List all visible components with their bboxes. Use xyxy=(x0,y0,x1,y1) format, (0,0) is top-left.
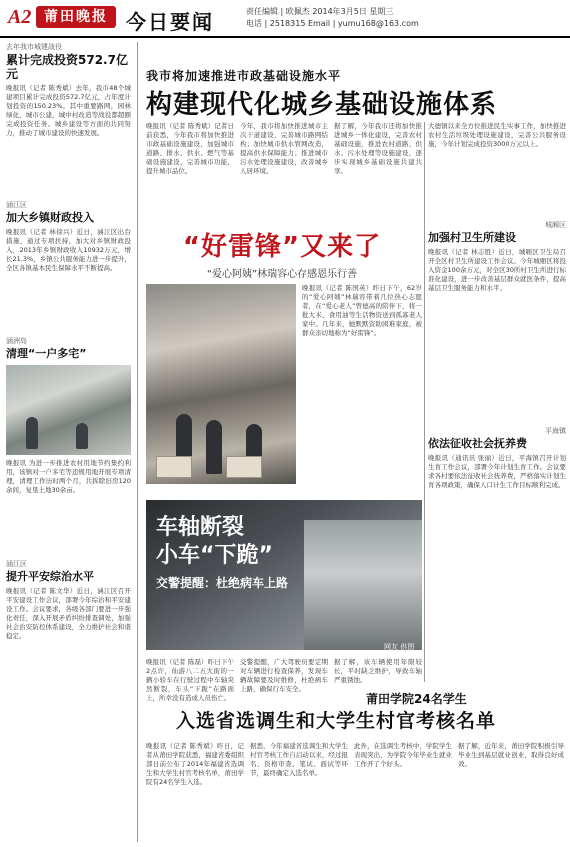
section-title: 今日要闻 xyxy=(126,10,214,34)
main-story-column: 今年，我市将加快推进城市主次干道建设，完善城市路网结构；加快城市供水管网改造，提高供水保障能力；推进城市污水处理设施建设，改善城乡人居环境。 xyxy=(240,122,328,175)
article-kicker: 城厢区 xyxy=(545,221,566,229)
volunteer-photo xyxy=(146,284,296,484)
masthead-info xyxy=(246,6,566,30)
accident-story-column: 交警提醒，广大驾驶员要定期对车辆进行检查保养，发现车辆故障要及时维修，杜绝病车上路，确保行车安全。 xyxy=(240,658,328,693)
bottom-story-column: 晚报讯（记者 陈秀斌）昨日，记者从莆田学院获悉，福建省委组织部日前公布了2014年福建省选调生和大学生村官考核名单，莆田学院有24名学生入选。 xyxy=(146,742,244,786)
feature-story-body: 晚报讯（记者 陈国英）昨日下午，62岁的“爱心阿姨”林瑞容带着几位热心志愿者，在“爱心老人”曾德高的陪伴下，将一批大米、食用油等生活物资送到孤寡老人家中。几年来，她默默资助困难家庭，被群众亲切地称为“好雷锋”。 xyxy=(302,284,422,337)
broken-car-photo xyxy=(304,520,422,650)
page-number: A2 xyxy=(8,6,32,28)
article-kicker: 涵江区 xyxy=(6,201,27,209)
article-headline: 清理“一户多宅” xyxy=(6,347,87,360)
article-body: 晚报讯（记者 林徐兴）近日，涵江区出台措施，通过专项扶持，加大对乡镇财政投入，2013年乡镇财政收入10932万元，增长21.3%，乡镇公共服务能力进一步提升，全区各镇基本民生保障水平不断提高。 xyxy=(6,228,131,272)
bottom-story-column: 据悉，今年福建省选调生和大学生村官考核工作自启动以来，经过报名、资格审查、笔试、面试等环节，最终确定入选名单。 xyxy=(250,742,348,777)
bottom-story-kicker: 莆田学院24名学生 xyxy=(366,692,467,706)
left-column xyxy=(6,42,138,842)
article-body: 晚报讯（记者 陈文华）近日，涵江区召开平安建设工作会议，部署今年综治和平安建设工作。会议要求，各级各部门要进一步强化责任，深入开展矛盾纠纷排查调处，加强社会治安防控体系建设，全力维护社会和谐稳定。 xyxy=(6,587,131,640)
accident-headline-line1: 车轴断裂 xyxy=(156,515,245,540)
masthead xyxy=(0,0,570,38)
editor-date-line: 责任编辑 | 欧佩杰 2014年3月5日 星期三 xyxy=(246,7,394,16)
column-divider xyxy=(424,122,425,682)
bottom-story-column: 据了解，近年来，莆田学院积极引导毕业生到基层就业创业，取得良好成效。 xyxy=(458,742,564,768)
article-construction-investment xyxy=(6,42,131,192)
village-photo xyxy=(6,365,131,455)
accident-headline xyxy=(156,514,316,570)
main-story-kicker: 我市将加速推进市政基础设施水平 xyxy=(146,69,342,83)
main-story-column: 据了解，今年我市还将加快推进城乡一体化建设，完善农村基础设施，推进农村道路、供水、污水处理等设施建设，逐步实现城乡基础设施共建共享。 xyxy=(334,122,422,175)
main-story-column: 晚报讯（记者 陈秀斌）记者日前获悉，今年我市将加快推进市政基础设施建设，加强城市道路、排水、供水、燃气等基础设施建设，完善城市功能，提升城市品位。 xyxy=(146,122,234,175)
article-body: 晚报讯（记者 林志胜）近日，城厢区卫生局召开全区村卫生所建设工作会议。今年城厢区将投入资金100余万元，对全区30所村卫生所进行标准化建设，进一步改善基层群众就医条件，提高基层卫生服务能力和水平。 xyxy=(428,248,566,292)
accident-story-column: 晚报讯（记者 陈磊）昨日下午2点许，仙游八二五大街的一辆小轿车在行驶过程中车轴突然断裂，车头“下跪”在路面上，所幸没有造成人员伤亡。 xyxy=(146,658,234,702)
bottom-story-column: 此外，在选调生考核中，学院学生表现突出，为学院今年毕业生就业工作开了个好头。 xyxy=(354,742,452,768)
bottom-story-headline: 入选省选调生和大学生村官考核名单 xyxy=(176,710,497,732)
photo-credit: 网友 供图 xyxy=(384,643,415,651)
feature-headline: “好雷锋”又来了 xyxy=(182,232,382,262)
main-story-headline: 构建现代化城乡基础设施体系 xyxy=(146,90,498,120)
article-township-finance xyxy=(6,200,131,328)
article-one-household-houses xyxy=(6,336,131,551)
article-headline: 加大乡镇财政投入 xyxy=(6,211,94,224)
article-body: 晚报讯（通讯员 张丽）近日，平海镇召开计划生育工作会议，部署今年计划生育工作。会议要求各村要依法征收社会抚养费，严格落实计划生育各项政策，确保人口计生工作目标顺利完成。 xyxy=(428,454,566,489)
article-body: 大德镇以来全方位推进民生实事工作，加快推进农村生活垃圾处理设施建设，完善公共服务设施，今年计划完成投资3000万元以上。 xyxy=(428,122,566,148)
accident-headline-line2: 小车“下跪” xyxy=(156,543,273,568)
newspaper-logo: 莆田晚报 xyxy=(36,6,116,28)
contact-line: 电话 | 2518315 Email | yumu168@163.com xyxy=(246,19,419,28)
right-column xyxy=(428,122,566,612)
article-headline: 依法征收社会抚养费 xyxy=(428,437,527,450)
article-safety-governance xyxy=(6,559,131,737)
article-clinic-construction xyxy=(428,220,566,418)
article-kicker: 平海镇 xyxy=(545,427,566,435)
article-continued xyxy=(428,122,566,212)
article-body: 晚报讯 为进一步推进农村用地节约集约利用，该镇对一户多宅等违规用地开展专项清理，清理工作历时两个月，共拆除旧房120余间，复垦土地30余亩。 xyxy=(6,459,131,494)
feature-subheadline: “爱心阿姨”林瑞容心存感恩乐行善 xyxy=(206,269,358,280)
article-headline: 累计完成投资572.7亿元 xyxy=(6,53,128,81)
article-headline: 加强村卫生所建设 xyxy=(428,231,516,244)
article-kicker: 去年我市城建战役 xyxy=(6,43,62,51)
article-social-support-fee xyxy=(428,426,566,604)
article-kicker: 涵洲岛 xyxy=(6,337,27,345)
accident-story-column: 据了解，该车辆使用年限较长，平时缺乏维护，导致车轴严重锈蚀。 xyxy=(334,658,422,684)
article-kicker: 涵江区 xyxy=(6,560,27,568)
feature-story-header xyxy=(146,220,418,280)
article-headline: 提升平安综治水平 xyxy=(6,570,94,583)
article-body: 晚报讯（记者 陈秀斌）去年，我市48个城建项目累计完成投资572.7亿元，占年度计划投资的150.23%。其中重要路网，园林绿化，城市公建，城中村改造等战役都超额完成投资任务。城乡建设等方面的共同努力，推动了城市建设的快速发展。 xyxy=(6,84,131,137)
accident-subheadline: 交警提醒：杜绝病车上路 xyxy=(156,576,289,590)
